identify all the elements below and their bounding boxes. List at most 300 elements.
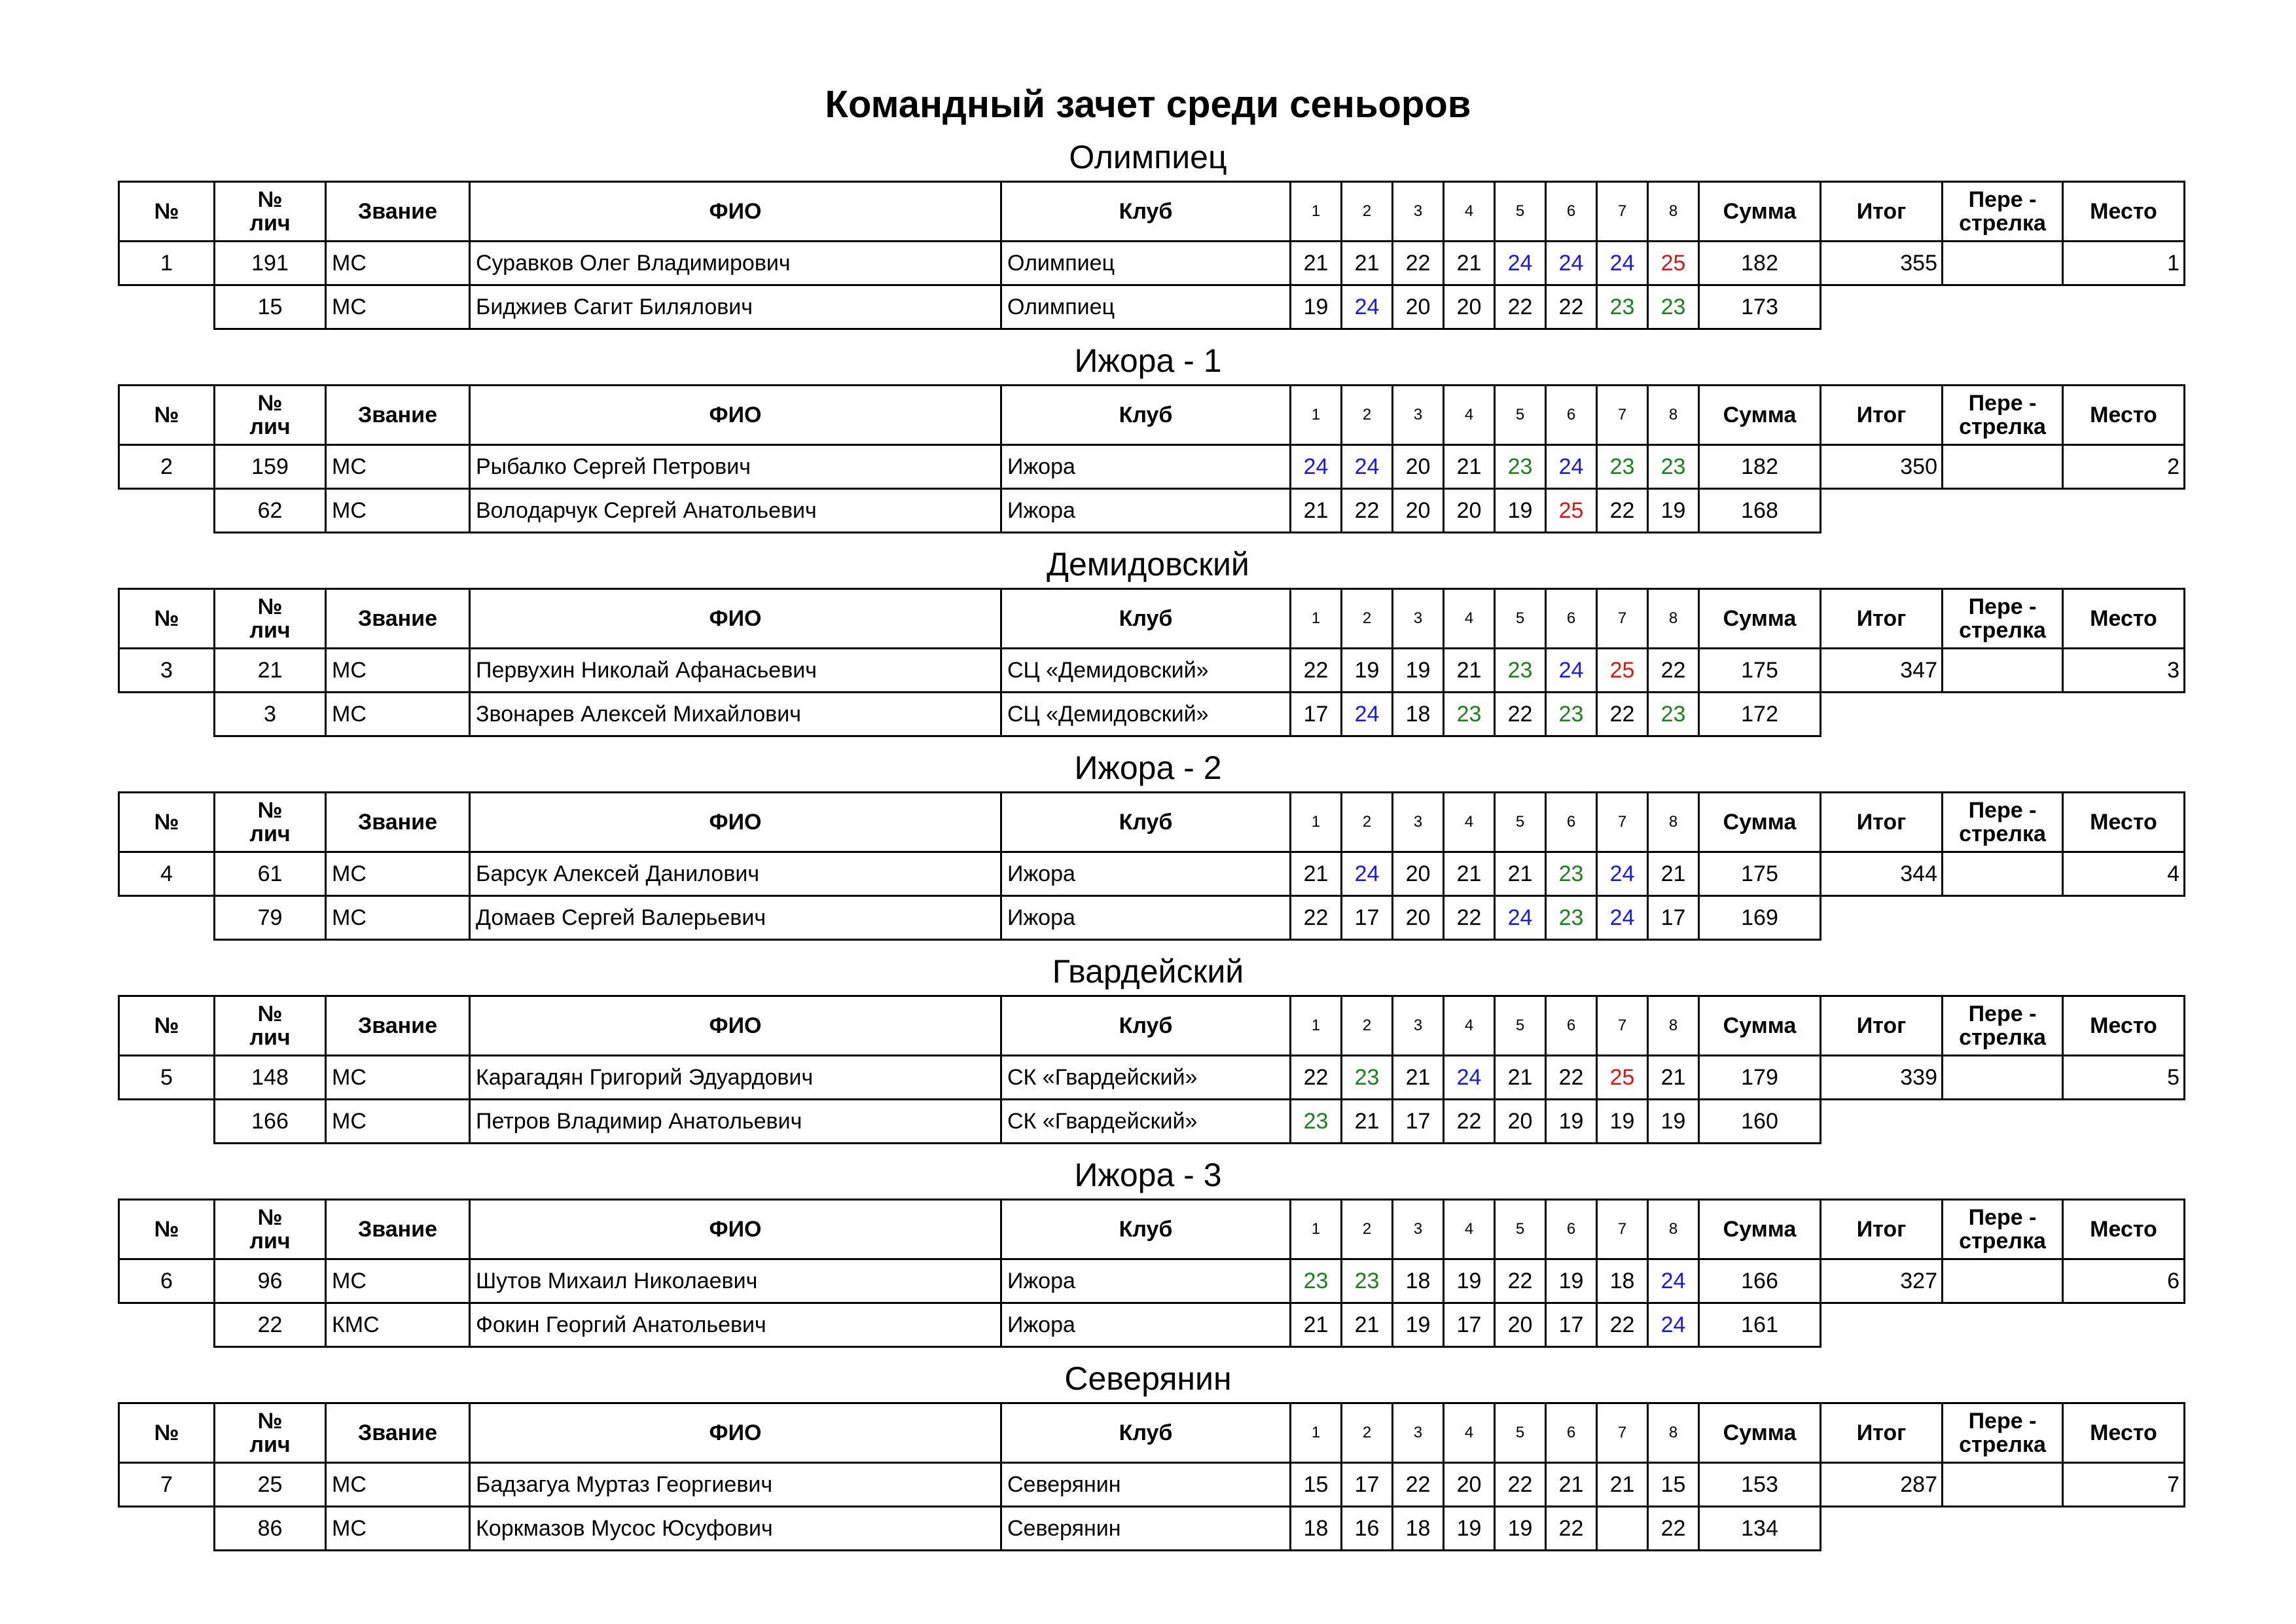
series-score: 17 (1291, 693, 1342, 736)
series-score: 21 (1495, 852, 1546, 896)
series-score: 19 (1342, 649, 1393, 693)
header-series: 6 (1546, 1200, 1597, 1259)
series-score: 24 (1597, 852, 1648, 896)
series-score: 17 (1342, 1463, 1393, 1507)
header-shootoff-line1: Пере - (1968, 594, 2037, 619)
series-score: 22 (1393, 1463, 1444, 1507)
table-row (119, 649, 2185, 693)
header-shootoff (1943, 1403, 2063, 1463)
series-score: 18 (1597, 1259, 1648, 1303)
series-score: 22 (1546, 1056, 1597, 1100)
series-score: 19 (1648, 489, 1699, 533)
header-shootoff (1943, 589, 2063, 649)
table-header-row (119, 589, 2185, 649)
series-score: 21 (1291, 242, 1342, 285)
athlete-sum: 169 (1699, 896, 1821, 940)
series-score: 23 (1342, 1259, 1393, 1303)
empty-cell (2063, 693, 2185, 736)
series-score: 24 (1342, 445, 1393, 489)
athlete-number: 62 (215, 489, 326, 533)
empty-cell (1821, 1507, 1943, 1551)
athlete-name: Звонарев Алексей Михайлович (470, 693, 1001, 736)
series-score: 19 (1291, 285, 1342, 329)
table-row (119, 445, 2185, 489)
header-no: № (119, 589, 215, 649)
header-no: № (119, 182, 215, 242)
athlete-rank: МС (326, 649, 470, 693)
team-shootoff (1943, 649, 2063, 693)
athlete-club: Ижора (1001, 852, 1291, 896)
series-score: 23 (1495, 445, 1546, 489)
series-score: 24 (1342, 693, 1393, 736)
athlete-number: 159 (215, 445, 326, 489)
series-score: 19 (1546, 1259, 1597, 1303)
series-score: 21 (1291, 1303, 1342, 1347)
series-score: 17 (1546, 1303, 1597, 1347)
header-series: 4 (1444, 1403, 1495, 1463)
athlete-sum: 153 (1699, 1463, 1821, 1507)
page-title: Командный зачет среди сеньоров (825, 83, 1471, 126)
header-lich-line1: № (257, 1205, 283, 1230)
empty-cell (119, 1507, 215, 1551)
header-total: Итог (1821, 386, 1943, 445)
empty-cell (1821, 285, 1943, 329)
header-series: 3 (1393, 182, 1444, 242)
header-series: 4 (1444, 1200, 1495, 1259)
series-score: 24 (1444, 1056, 1495, 1100)
header-shootoff (1943, 386, 2063, 445)
athlete-number: 191 (215, 242, 326, 285)
table-row (119, 1303, 2185, 1347)
header-lich-line2: лич (249, 211, 291, 236)
series-score: 22 (1291, 1056, 1342, 1100)
header-shootoff (1943, 182, 2063, 242)
athlete-rank: МС (326, 489, 470, 533)
header-lich (215, 386, 326, 445)
team-name: Гвардейский (1052, 953, 1244, 990)
team-total: 350 (1821, 445, 1943, 489)
series-score: 23 (1342, 1056, 1393, 1100)
athlete-club: СК «Гвардейский» (1001, 1056, 1291, 1100)
header-no: № (119, 793, 215, 852)
series-score: 22 (1495, 1463, 1546, 1507)
empty-cell (2063, 285, 2185, 329)
athlete-rank: МС (326, 852, 470, 896)
header-series: 6 (1546, 996, 1597, 1056)
header-lich-line1: № (257, 391, 283, 416)
series-score: 22 (1495, 1259, 1546, 1303)
header-series: 2 (1342, 386, 1393, 445)
team-place: 6 (2063, 1259, 2185, 1303)
table-header-row (119, 996, 2185, 1056)
header-place: Место (2063, 793, 2185, 852)
series-score: 21 (1444, 649, 1495, 693)
header-shootoff-line2: стрелка (1959, 1432, 2046, 1457)
athlete-club: Ижора (1001, 1303, 1291, 1347)
header-total: Итог (1821, 996, 1943, 1056)
athlete-club: Северянин (1001, 1463, 1291, 1507)
athlete-sum: 182 (1699, 242, 1821, 285)
series-score: 20 (1495, 1100, 1546, 1144)
team-place: 3 (2063, 649, 2185, 693)
header-name: ФИО (470, 386, 1001, 445)
header-club: Клуб (1001, 589, 1291, 649)
header-series: 8 (1648, 1200, 1699, 1259)
team-table (118, 384, 2185, 533)
team-number: 3 (119, 649, 215, 693)
table-row (119, 1259, 2185, 1303)
header-name: ФИО (470, 996, 1001, 1056)
header-name: ФИО (470, 1403, 1001, 1463)
athlete-name: Суравков Олег Владимирович (470, 242, 1001, 285)
series-score: 21 (1648, 852, 1699, 896)
header-series: 7 (1597, 793, 1648, 852)
empty-cell (119, 693, 215, 736)
header-shootoff-line2: стрелка (1959, 211, 2046, 236)
series-score: 24 (1495, 896, 1546, 940)
team-place: 7 (2063, 1463, 2185, 1507)
athlete-rank: МС (326, 1507, 470, 1551)
header-no: № (119, 386, 215, 445)
series-score: 19 (1648, 1100, 1699, 1144)
table-row (119, 1507, 2185, 1551)
series-score: 23 (1495, 649, 1546, 693)
header-club: Клуб (1001, 1403, 1291, 1463)
series-score: 23 (1546, 852, 1597, 896)
header-series: 4 (1444, 589, 1495, 649)
empty-cell (119, 489, 215, 533)
team-number: 6 (119, 1259, 215, 1303)
athlete-number: 15 (215, 285, 326, 329)
header-name: ФИО (470, 793, 1001, 852)
athlete-rank: МС (326, 896, 470, 940)
team-block (0, 744, 2296, 941)
header-shootoff-line1: Пере - (1968, 391, 2037, 416)
header-sum: Сумма (1699, 793, 1821, 852)
header-shootoff-line2: стрелка (1959, 618, 2046, 643)
header-series: 2 (1342, 182, 1393, 242)
header-lich-line2: лич (249, 1432, 291, 1457)
header-lich-line2: лич (249, 414, 291, 439)
header-series: 1 (1291, 589, 1342, 649)
series-score: 22 (1291, 649, 1342, 693)
team-table (118, 588, 2185, 737)
team-place: 5 (2063, 1056, 2185, 1100)
athlete-club: СЦ «Демидовский» (1001, 649, 1291, 693)
series-score: 21 (1495, 1056, 1546, 1100)
athlete-number: 166 (215, 1100, 326, 1144)
empty-cell (1943, 1100, 2063, 1144)
series-score: 22 (1597, 489, 1648, 533)
header-shootoff (1943, 793, 2063, 852)
athlete-rank: МС (326, 1463, 470, 1507)
header-shootoff-line1: Пере - (1968, 1409, 2037, 1434)
athlete-name: Рыбалко Сергей Петрович (470, 445, 1001, 489)
athlete-name: Домаев Сергей Валерьевич (470, 896, 1001, 940)
series-score: 25 (1648, 242, 1699, 285)
athlete-name: Володарчук Сергей Анатольевич (470, 489, 1001, 533)
header-total: Итог (1821, 1200, 1943, 1259)
header-series: 6 (1546, 1403, 1597, 1463)
team-table (118, 1402, 2185, 1551)
header-series: 6 (1546, 182, 1597, 242)
header-series: 2 (1342, 1403, 1393, 1463)
empty-cell (119, 285, 215, 329)
series-score: 21 (1342, 242, 1393, 285)
header-series: 1 (1291, 182, 1342, 242)
header-series: 5 (1495, 1403, 1546, 1463)
series-score: 19 (1444, 1507, 1495, 1551)
series-score: 20 (1393, 896, 1444, 940)
table-row (119, 242, 2185, 285)
table-row (119, 1056, 2185, 1100)
empty-cell (1821, 896, 1943, 940)
series-score: 19 (1393, 1303, 1444, 1347)
team-table (118, 995, 2185, 1144)
athlete-sum: 172 (1699, 693, 1821, 736)
table-row (119, 1463, 2185, 1507)
header-lich-line1: № (257, 798, 283, 823)
athlete-name: Петров Владимир Анатольевич (470, 1100, 1001, 1144)
team-total: 327 (1821, 1259, 1943, 1303)
header-lich-line1: № (257, 1001, 283, 1026)
empty-cell (1943, 285, 2063, 329)
header-series: 7 (1597, 996, 1648, 1056)
series-score: 18 (1291, 1507, 1342, 1551)
empty-cell (2063, 489, 2185, 533)
series-score: 17 (1444, 1303, 1495, 1347)
series-score: 20 (1444, 489, 1495, 533)
team-block (0, 541, 2296, 737)
series-score: 20 (1444, 285, 1495, 329)
header-club: Клуб (1001, 182, 1291, 242)
athlete-rank: МС (326, 1259, 470, 1303)
team-total: 344 (1821, 852, 1943, 896)
series-score: 17 (1393, 1100, 1444, 1144)
athlete-club: СК «Гвардейский» (1001, 1100, 1291, 1144)
team-name: Северянин (1064, 1360, 1232, 1397)
series-score: 22 (1495, 693, 1546, 736)
series-score: 17 (1342, 896, 1393, 940)
header-lich-line2: лич (249, 1229, 291, 1254)
team-number: 7 (119, 1463, 215, 1507)
athlete-club: Олимпиец (1001, 242, 1291, 285)
series-score: 20 (1393, 489, 1444, 533)
athlete-club: Ижора (1001, 489, 1291, 533)
series-score: 24 (1597, 242, 1648, 285)
header-series: 7 (1597, 182, 1648, 242)
athlete-club: СЦ «Демидовский» (1001, 693, 1291, 736)
header-series: 5 (1495, 182, 1546, 242)
series-score: 15 (1648, 1463, 1699, 1507)
header-series: 3 (1393, 1200, 1444, 1259)
athlete-number: 148 (215, 1056, 326, 1100)
header-lich-line2: лич (249, 821, 291, 846)
athlete-name: Карагадян Григорий Эдуардович (470, 1056, 1001, 1100)
athlete-name: Барсук Алексей Данилович (470, 852, 1001, 896)
team-shootoff (1943, 1259, 2063, 1303)
header-series: 7 (1597, 1200, 1648, 1259)
header-lich (215, 589, 326, 649)
header-series: 8 (1648, 589, 1699, 649)
athlete-number: 3 (215, 693, 326, 736)
athlete-name: Шутов Михаил Николаевич (470, 1259, 1001, 1303)
team-name: Ижора - 3 (1074, 1157, 1222, 1193)
series-score: 21 (1648, 1056, 1699, 1100)
table-row (119, 285, 2185, 329)
series-score: 21 (1291, 852, 1342, 896)
empty-cell (119, 1100, 215, 1144)
athlete-sum: 182 (1699, 445, 1821, 489)
table-header-row (119, 1403, 2185, 1463)
team-place: 4 (2063, 852, 2185, 896)
athlete-rank: МС (326, 693, 470, 736)
athlete-number: 22 (215, 1303, 326, 1347)
header-lich (215, 1200, 326, 1259)
series-score: 25 (1597, 1056, 1648, 1100)
series-score: 20 (1393, 445, 1444, 489)
header-series: 5 (1495, 793, 1546, 852)
series-score: 23 (1291, 1259, 1342, 1303)
header-sum: Сумма (1699, 589, 1821, 649)
empty-cell (1943, 896, 2063, 940)
header-lich-line1: № (257, 594, 283, 619)
header-lich (215, 793, 326, 852)
header-series: 2 (1342, 793, 1393, 852)
header-rank: Звание (326, 793, 470, 852)
athlete-rank: МС (326, 1056, 470, 1100)
header-series: 5 (1495, 386, 1546, 445)
header-lich-line2: лич (249, 618, 291, 643)
table-row (119, 693, 2185, 736)
header-series: 8 (1648, 793, 1699, 852)
table-row (119, 896, 2185, 940)
series-score: 25 (1597, 649, 1648, 693)
header-series: 3 (1393, 386, 1444, 445)
header-series: 1 (1291, 1200, 1342, 1259)
header-shootoff-line2: стрелка (1959, 821, 2046, 846)
athlete-number: 61 (215, 852, 326, 896)
athlete-rank: КМС (326, 1303, 470, 1347)
header-total: Итог (1821, 589, 1943, 649)
athlete-rank: МС (326, 445, 470, 489)
athlete-sum: 161 (1699, 1303, 1821, 1347)
series-score: 22 (1546, 1507, 1597, 1551)
team-shootoff (1943, 242, 2063, 285)
team-block (0, 948, 2296, 1144)
athlete-rank: МС (326, 1100, 470, 1144)
athlete-club: Ижора (1001, 896, 1291, 940)
header-shootoff (1943, 1200, 2063, 1259)
athlete-number: 86 (215, 1507, 326, 1551)
series-score: 21 (1444, 852, 1495, 896)
header-sum: Сумма (1699, 996, 1821, 1056)
athlete-club: Олимпиец (1001, 285, 1291, 329)
header-place: Место (2063, 182, 2185, 242)
header-lich (215, 1403, 326, 1463)
series-score: 19 (1546, 1100, 1597, 1144)
header-series: 2 (1342, 996, 1393, 1056)
athlete-sum: 168 (1699, 489, 1821, 533)
header-shootoff-line2: стрелка (1959, 1025, 2046, 1050)
athlete-number: 96 (215, 1259, 326, 1303)
header-lich-line1: № (257, 187, 283, 212)
team-table (118, 1199, 2185, 1348)
series-score: 19 (1495, 1507, 1546, 1551)
team-shootoff (1943, 852, 2063, 896)
series-score: 19 (1495, 489, 1546, 533)
empty-cell (1821, 489, 1943, 533)
team-block (0, 134, 2296, 330)
series-score: 20 (1495, 1303, 1546, 1347)
team-shootoff (1943, 445, 2063, 489)
team-name: Ижора - 2 (1074, 749, 1222, 786)
header-no: № (119, 1200, 215, 1259)
empty-cell (2063, 1507, 2185, 1551)
athlete-name: Первухин Николай Афанасьевич (470, 649, 1001, 693)
header-lich (215, 996, 326, 1056)
header-series: 4 (1444, 386, 1495, 445)
header-shootoff-line1: Пере - (1968, 1001, 2037, 1026)
series-score: 20 (1393, 285, 1444, 329)
header-club: Клуб (1001, 793, 1291, 852)
athlete-club: Северянин (1001, 1507, 1291, 1551)
header-series: 7 (1597, 386, 1648, 445)
header-no: № (119, 1403, 215, 1463)
header-series: 3 (1393, 589, 1444, 649)
empty-cell (1943, 693, 2063, 736)
table-header-row (119, 793, 2185, 852)
series-score: 23 (1444, 693, 1495, 736)
team-table (118, 791, 2185, 941)
header-total: Итог (1821, 182, 1943, 242)
series-score: 24 (1495, 242, 1546, 285)
header-name: ФИО (470, 182, 1001, 242)
series-score: 22 (1291, 896, 1342, 940)
header-series: 6 (1546, 793, 1597, 852)
series-score: 22 (1444, 1100, 1495, 1144)
series-score: 22 (1648, 1507, 1699, 1551)
header-club: Клуб (1001, 1200, 1291, 1259)
header-shootoff (1943, 996, 2063, 1056)
header-rank: Звание (326, 996, 470, 1056)
empty-cell (1943, 1303, 2063, 1347)
header-series: 8 (1648, 386, 1699, 445)
athlete-sum: 166 (1699, 1259, 1821, 1303)
header-total: Итог (1821, 793, 1943, 852)
athlete-number: 25 (215, 1463, 326, 1507)
athlete-rank: МС (326, 242, 470, 285)
series-score: 24 (1648, 1303, 1699, 1347)
series-score: 22 (1495, 285, 1546, 329)
header-rank: Звание (326, 182, 470, 242)
header-rank: Звание (326, 1403, 470, 1463)
series-score: 22 (1444, 896, 1495, 940)
series-score: 22 (1546, 285, 1597, 329)
empty-cell (2063, 896, 2185, 940)
header-shootoff-line2: стрелка (1959, 1229, 2046, 1254)
team-total: 355 (1821, 242, 1943, 285)
empty-cell (1821, 1100, 1943, 1144)
series-score: 24 (1342, 285, 1393, 329)
series-score: 22 (1393, 242, 1444, 285)
table-row (119, 489, 2185, 533)
header-lich-line2: лич (249, 1025, 291, 1050)
series-score: 21 (1546, 1463, 1597, 1507)
header-series: 5 (1495, 996, 1546, 1056)
header-series: 6 (1546, 589, 1597, 649)
header-series: 3 (1393, 996, 1444, 1056)
